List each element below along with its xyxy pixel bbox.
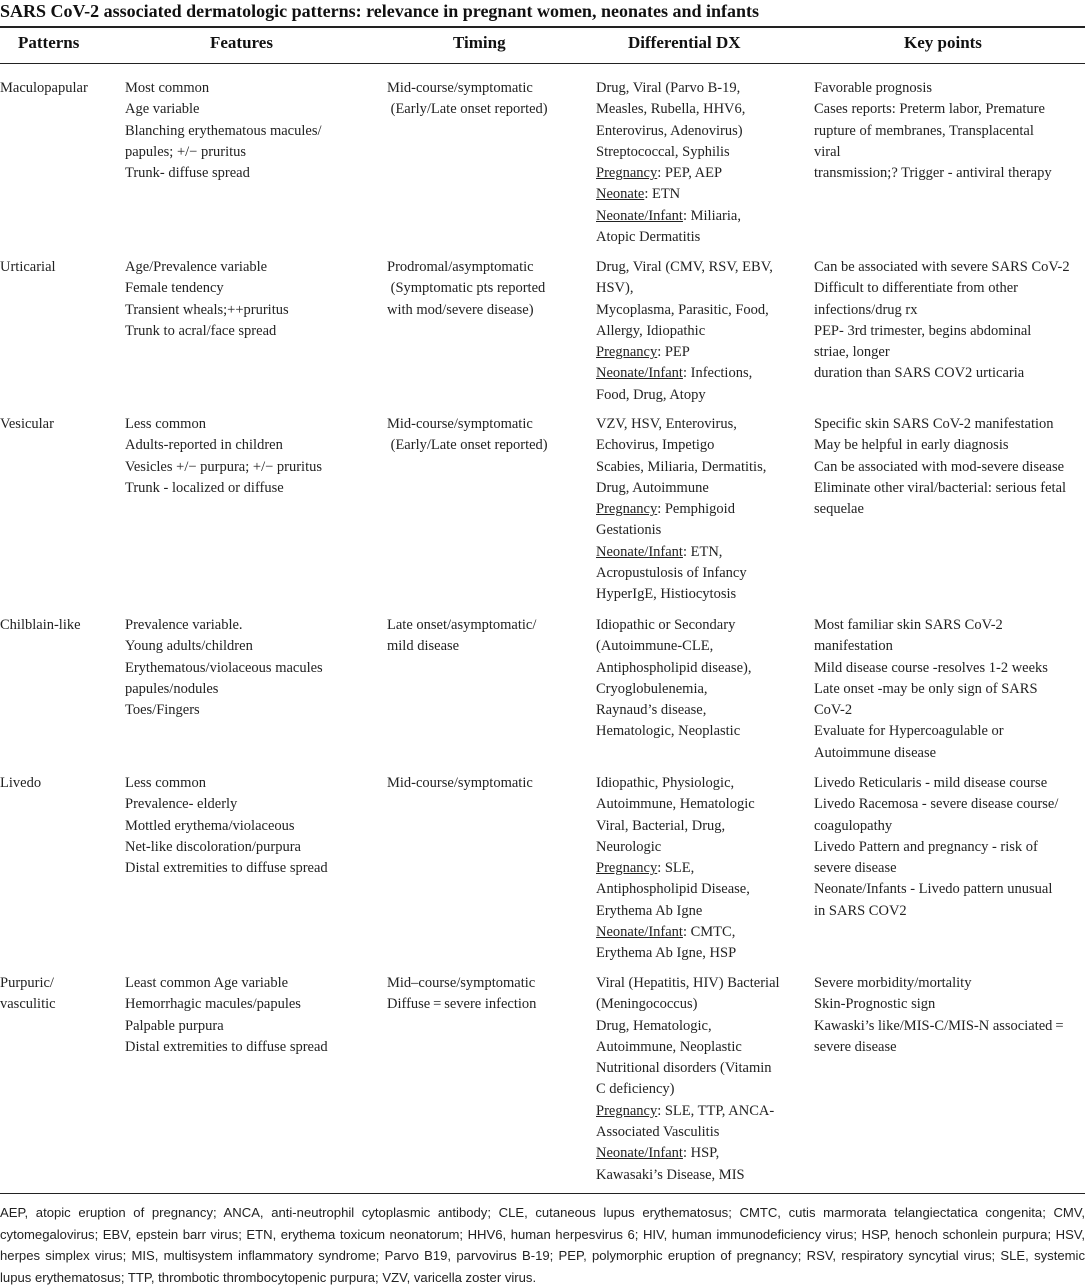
pattern-cell — [0, 973, 56, 1016]
features-line: Hemorrhagic macules/papules — [125, 996, 301, 1013]
differential-line — [596, 837, 755, 858]
header-timing: Timing — [453, 33, 506, 52]
differential-text: Measles, Rubella, HHV6, — [596, 101, 746, 118]
key-points-line: Severe morbidity/mortality — [814, 975, 972, 991]
differential-line — [596, 679, 751, 700]
pattern-cell — [0, 414, 54, 435]
population-label: Neonate/Infant — [596, 924, 683, 941]
pattern-line: Vesicular — [0, 416, 54, 432]
features-line: Toes/Fingers — [125, 702, 200, 719]
differential-line — [596, 414, 766, 435]
features-line: Transient wheals;++pruritus — [125, 301, 289, 318]
key-points-cell — [814, 615, 1048, 764]
differential-text: Acropustulosis of Infancy — [596, 565, 747, 582]
key-points-line: sequelae — [814, 501, 864, 518]
differential-text: : SLE, TTP, ANCA- — [657, 1102, 775, 1119]
differential-line — [596, 879, 755, 900]
pattern-line: Urticarial — [0, 259, 56, 275]
features-line: Distal extremities to diffuse spread — [125, 1038, 328, 1055]
pattern-line: Maculopapular — [0, 80, 88, 96]
features-line: Less common — [125, 416, 206, 432]
header-patterns: Patterns — [18, 33, 80, 52]
differential-line — [596, 658, 751, 679]
differential-line — [596, 278, 773, 299]
population-label: Neonate/Infant — [596, 207, 683, 224]
differential-text: C deficiency) — [596, 1081, 675, 1098]
timing-cell — [387, 257, 545, 321]
differential-line — [596, 342, 773, 363]
differential-line — [596, 184, 745, 205]
key-points-line: coagulopathy — [814, 817, 893, 834]
features-line: Prevalence variable. — [125, 617, 243, 633]
pattern-line: Purpuric/ — [0, 975, 54, 991]
differential-text: Mycoplasma, Parasitic, Food, — [596, 301, 769, 318]
differential-text: : Pemphigoid — [657, 501, 735, 518]
differential-text: Autoimmune, Hematologic — [596, 796, 755, 813]
features-line: Female tendency — [125, 280, 224, 297]
differential-line — [596, 206, 745, 227]
differential-line — [596, 858, 755, 879]
differential-text: Idiopathic, Physiologic, — [596, 775, 735, 791]
differential-line — [596, 563, 766, 584]
key-points-line: Favorable prognosis — [814, 80, 932, 96]
key-points-line: Livedo Pattern and pregnancy - risk of — [814, 838, 1038, 855]
differential-line — [596, 1079, 780, 1100]
pattern-cell — [0, 78, 88, 99]
differential-line — [596, 499, 766, 520]
population-label: Neonate/Infant — [596, 365, 683, 382]
bottom-rule — [0, 1193, 1085, 1194]
features-line: Adults-reported in children — [125, 437, 283, 454]
features-line: papules/nodules — [125, 680, 219, 697]
key-points-line: in SARS COV2 — [814, 902, 907, 919]
differential-text: Associated Vasculitis — [596, 1124, 720, 1141]
key-points-line: duration than SARS COV2 urticaria — [814, 365, 1025, 382]
differential-text: Scabies, Miliaria, Dermatitis, — [596, 458, 767, 475]
differential-text: VZV, HSV, Enterovirus, — [596, 416, 737, 432]
features-line: Young adults/children — [125, 638, 253, 655]
key-points-line: Specific skin SARS CoV-2 manifestation — [814, 416, 1054, 432]
differential-text: : CMTC, — [682, 924, 736, 941]
differential-text: Food, Drug, Atopy — [596, 386, 706, 403]
features-line: Trunk to acral/face spread — [125, 322, 277, 339]
differential-text: Idiopathic or Secondary — [596, 617, 736, 633]
features-line: Least common Age variable — [125, 975, 289, 991]
key-points-line: striae, longer — [814, 344, 890, 361]
features-line: Vesicles +/− purpura; +/− pruritus — [125, 458, 323, 475]
key-points-line: Skin-Prognostic sign — [814, 996, 936, 1013]
header-key-points: Key points — [904, 33, 982, 52]
differential-line — [596, 457, 766, 478]
differential-cell — [596, 78, 745, 248]
pattern-line: Chilblain-like — [0, 617, 81, 633]
differential-line — [596, 636, 751, 657]
differential-text: Hematologic, Neoplastic — [596, 723, 741, 740]
differential-line — [596, 773, 755, 794]
population-label: Pregnancy — [596, 501, 658, 518]
timing-line: Late onset/asymptomatic/ — [387, 617, 537, 633]
differential-text: : Miliaria, — [682, 207, 741, 224]
population-label: Neonate/Infant — [596, 543, 683, 560]
differential-text: Kawasaki’s Disease, MIS — [596, 1166, 745, 1183]
key-points-line: Cases reports: Preterm labor, Premature — [814, 101, 1045, 118]
differential-line — [596, 542, 766, 563]
differential-line — [596, 1101, 780, 1122]
differential-text: Viral, Bacterial, Drug, — [596, 817, 726, 834]
differential-line — [596, 584, 766, 605]
key-points-line: Autoimmune disease — [814, 744, 937, 761]
table-title: SARS CoV-2 associated dermatologic patterns: relevance in pregnant women, neonates and infants — [0, 1, 759, 21]
features-cell — [125, 414, 322, 499]
features-cell — [125, 773, 328, 879]
pattern-cell — [0, 615, 81, 636]
key-points-line: Kawaski’s like/MIS-C/MIS-N associated = — [814, 1017, 1064, 1034]
differential-cell — [596, 615, 751, 743]
key-points-line: transmission;? Trigger - antiviral therapy — [814, 165, 1052, 182]
differential-line — [596, 78, 745, 99]
header-differential: Differential DX — [628, 33, 741, 52]
features-line: Less common — [125, 775, 206, 791]
key-points-cell — [814, 773, 1058, 922]
key-points-cell — [814, 973, 1064, 1058]
differential-cell — [596, 414, 766, 606]
key-points-line: CoV-2 — [814, 702, 853, 719]
differential-text: HSV), — [596, 280, 634, 297]
differential-line — [596, 300, 773, 321]
timing-line: (Early/Late onset reported) — [387, 437, 548, 454]
differential-line — [596, 142, 745, 163]
differential-line — [596, 973, 780, 994]
differential-text: Raynaud’s disease, — [596, 702, 707, 719]
features-line: Blanching erythematous macules/ — [125, 122, 322, 139]
population-label: Neonate — [596, 186, 645, 203]
features-line: Erythematous/violaceous macules — [125, 659, 323, 676]
differential-text: Drug, Hematologic, — [596, 1017, 712, 1034]
features-cell — [125, 78, 322, 184]
differential-text: Drug, Autoimmune — [596, 479, 709, 496]
differential-text: : ETN — [644, 186, 681, 203]
differential-line — [596, 721, 751, 742]
differential-text: (Autoimmune-CLE, — [596, 638, 714, 655]
differential-text: Antiphospholipid disease), — [596, 659, 752, 676]
differential-text: : PEP, AEP — [657, 165, 723, 182]
features-line: Trunk - localized or diffuse — [125, 479, 284, 496]
pattern-line: vasculitic — [0, 996, 56, 1013]
differential-line — [596, 121, 745, 142]
timing-line: Mid-course/symptomatic — [387, 775, 533, 791]
differential-cell — [596, 773, 755, 965]
key-points-line: severe disease — [814, 1038, 897, 1055]
key-points-line: Livedo Racemosa - severe disease course/ — [814, 796, 1059, 813]
timing-cell — [387, 973, 536, 1016]
timing-cell — [387, 78, 548, 121]
differential-line — [596, 435, 766, 456]
differential-line — [596, 321, 773, 342]
features-line: Prevalence- elderly — [125, 796, 238, 813]
key-points-line: PEP- 3rd trimester, begins abdominal — [814, 322, 1032, 339]
key-points-line: Eliminate other viral/bacterial: serious fetal — [814, 479, 1067, 496]
differential-line — [596, 700, 751, 721]
population-label: Pregnancy — [596, 344, 658, 361]
differential-text: Neurologic — [596, 838, 662, 855]
key-points-line: Livedo Reticularis - mild disease course — [814, 775, 1048, 791]
timing-line: Mid–course/symptomatic — [387, 975, 536, 991]
population-label: Neonate/Infant — [596, 1145, 683, 1162]
differential-line — [596, 1016, 780, 1037]
population-label: Pregnancy — [596, 860, 658, 877]
features-line: Net-like discoloration/purpura — [125, 838, 301, 855]
differential-text: Drug, Viral (Parvo B-19, — [596, 80, 741, 96]
timing-cell — [387, 615, 536, 658]
pattern-line: Livedo — [0, 775, 42, 791]
key-points-line: Neonate/Infants - Livedo pattern unusual — [814, 881, 1053, 898]
differential-line — [596, 1143, 780, 1164]
features-line: Most common — [125, 80, 210, 96]
key-points-line: severe disease — [814, 860, 897, 877]
header-rule — [0, 63, 1085, 64]
timing-line: Diffuse = severe infection — [387, 996, 537, 1013]
differential-line — [596, 816, 755, 837]
differential-text: Allergy, Idiopathic — [596, 322, 706, 339]
top-rule — [0, 26, 1085, 28]
key-points-line: Most familiar skin SARS CoV-2 — [814, 617, 1003, 633]
key-points-cell — [814, 414, 1066, 520]
key-points-line: Mild disease course -resolves 1-2 weeks — [814, 659, 1048, 676]
differential-text: Erythema Ab Igne — [596, 902, 703, 919]
timing-line: mild disease — [387, 638, 460, 655]
key-points-line: Difficult to differentiate from other — [814, 280, 1019, 297]
timing-line: Mid-course/symptomatic — [387, 416, 533, 432]
key-points-line: manifestation — [814, 638, 893, 655]
differential-text: Viral (Hepatitis, HIV) Bacterial — [596, 975, 780, 991]
differential-text: : HSP, — [682, 1145, 720, 1162]
timing-line: Mid-course/symptomatic — [387, 80, 533, 96]
timing-line: Prodromal/asymptomatic — [387, 259, 534, 275]
key-points-line: Can be associated with severe SARS CoV-2 — [814, 259, 1070, 275]
differential-text: Enterovirus, Adenovirus) — [596, 122, 743, 139]
differential-line — [596, 478, 766, 499]
key-points-line: infections/drug rx — [814, 301, 918, 318]
timing-cell — [387, 773, 533, 794]
key-points-line: Evaluate for Hypercoagulable or — [814, 723, 1004, 740]
features-line: Age variable — [125, 101, 200, 118]
key-points-cell — [814, 257, 1070, 385]
key-points-line: May be helpful in early diagnosis — [814, 437, 1009, 454]
features-line: Mottled erythema/violaceous — [125, 817, 295, 834]
key-points-line: viral — [814, 143, 841, 160]
differential-text: : SLE, — [657, 860, 695, 877]
differential-line — [596, 385, 773, 406]
features-line: Palpable purpura — [125, 1017, 224, 1034]
differential-line — [596, 363, 773, 384]
differential-line — [596, 520, 766, 541]
differential-line — [596, 257, 773, 278]
differential-text: : ETN, — [682, 543, 723, 560]
timing-line: (Symptomatic pts reported — [387, 280, 546, 297]
differential-line — [596, 994, 780, 1015]
differential-cell — [596, 973, 780, 1186]
key-points-line: rupture of membranes, Transplacental — [814, 122, 1034, 139]
differential-text: Gestationis — [596, 522, 662, 539]
key-points-line: Can be associated with mod-severe disease — [814, 458, 1065, 475]
differential-text: Erythema Ab Igne, HSP — [596, 945, 737, 962]
differential-line — [596, 99, 745, 120]
header-features: Features — [210, 33, 273, 52]
differential-line — [596, 794, 755, 815]
population-label: Pregnancy — [596, 1102, 658, 1119]
differential-cell — [596, 257, 773, 406]
pattern-cell — [0, 773, 41, 794]
timing-line: with mod/severe disease) — [387, 301, 534, 318]
differential-text: Cryoglobulenemia, — [596, 680, 708, 697]
differential-line — [596, 163, 745, 184]
differential-text: HyperIgE, Histiocytosis — [596, 586, 737, 603]
key-points-cell — [814, 78, 1052, 184]
features-line: Distal extremities to diffuse spread — [125, 860, 328, 877]
features-cell — [125, 973, 328, 1058]
differential-text: Antiphospholipid Disease, — [596, 881, 750, 898]
features-line: Trunk- diffuse spread — [125, 165, 250, 182]
differential-line — [596, 1058, 780, 1079]
differential-line — [596, 922, 755, 943]
differential-line — [596, 227, 745, 248]
table-footnote: AEP, atopic eruption of pregnancy; ANCA, anti-neutrophil cytoplasmic antibody; CLE, cutaneous lupus erythematosus; CMTC, cutis marmorata telangiectatica congenita; CMV, cytomegalovirus; EBV, epstein barr virus; ETN, erythema toxicum neonatorum; HHV6, human herpesvirus 6; HIV, human immunodeficiency virus; HSP, henoch schonlein purpura; HSV, herpes simplex virus; MIS, multisystem inflammatory syndrome; Parvo B19, parvovirus B-19; PEP, polymorphic eruption of pregnancy; RSV, respiratory syncytial virus; SLE, systemic lupus erythematosus; TTP, thrombotic thrombocytopenic purpura; VZV, varicella zoster virus. — [0, 1205, 1085, 1285]
timing-cell — [387, 414, 548, 457]
differential-text: : Infections, — [682, 365, 753, 382]
differential-text: : PEP — [657, 344, 690, 361]
features-cell — [125, 615, 323, 721]
differential-line — [596, 1122, 780, 1143]
population-label: Pregnancy — [596, 165, 658, 182]
differential-text: Echovirus, Impetigo — [596, 437, 715, 454]
differential-text: Nutritional disorders (Vitamin — [596, 1060, 772, 1077]
differential-text: Streptococcal, Syphilis — [596, 143, 730, 160]
differential-line — [596, 1165, 780, 1186]
differential-text: (Meningococcus) — [596, 996, 698, 1013]
differential-text: Atopic Dermatitis — [596, 229, 701, 246]
differential-line — [596, 615, 751, 636]
features-cell — [125, 257, 289, 342]
differential-line — [596, 1037, 780, 1058]
features-line: papules; +/− pruritus — [125, 143, 247, 160]
differential-line — [596, 943, 755, 964]
features-line: Age/Prevalence variable — [125, 259, 268, 275]
key-points-line: Late onset -may be only sign of SARS — [814, 680, 1038, 697]
timing-line: (Early/Late onset reported) — [387, 101, 548, 118]
pattern-cell — [0, 257, 56, 278]
differential-text: Autoimmune, Neoplastic — [596, 1038, 742, 1055]
differential-text: Drug, Viral (CMV, RSV, EBV, — [596, 259, 773, 275]
differential-line — [596, 901, 755, 922]
